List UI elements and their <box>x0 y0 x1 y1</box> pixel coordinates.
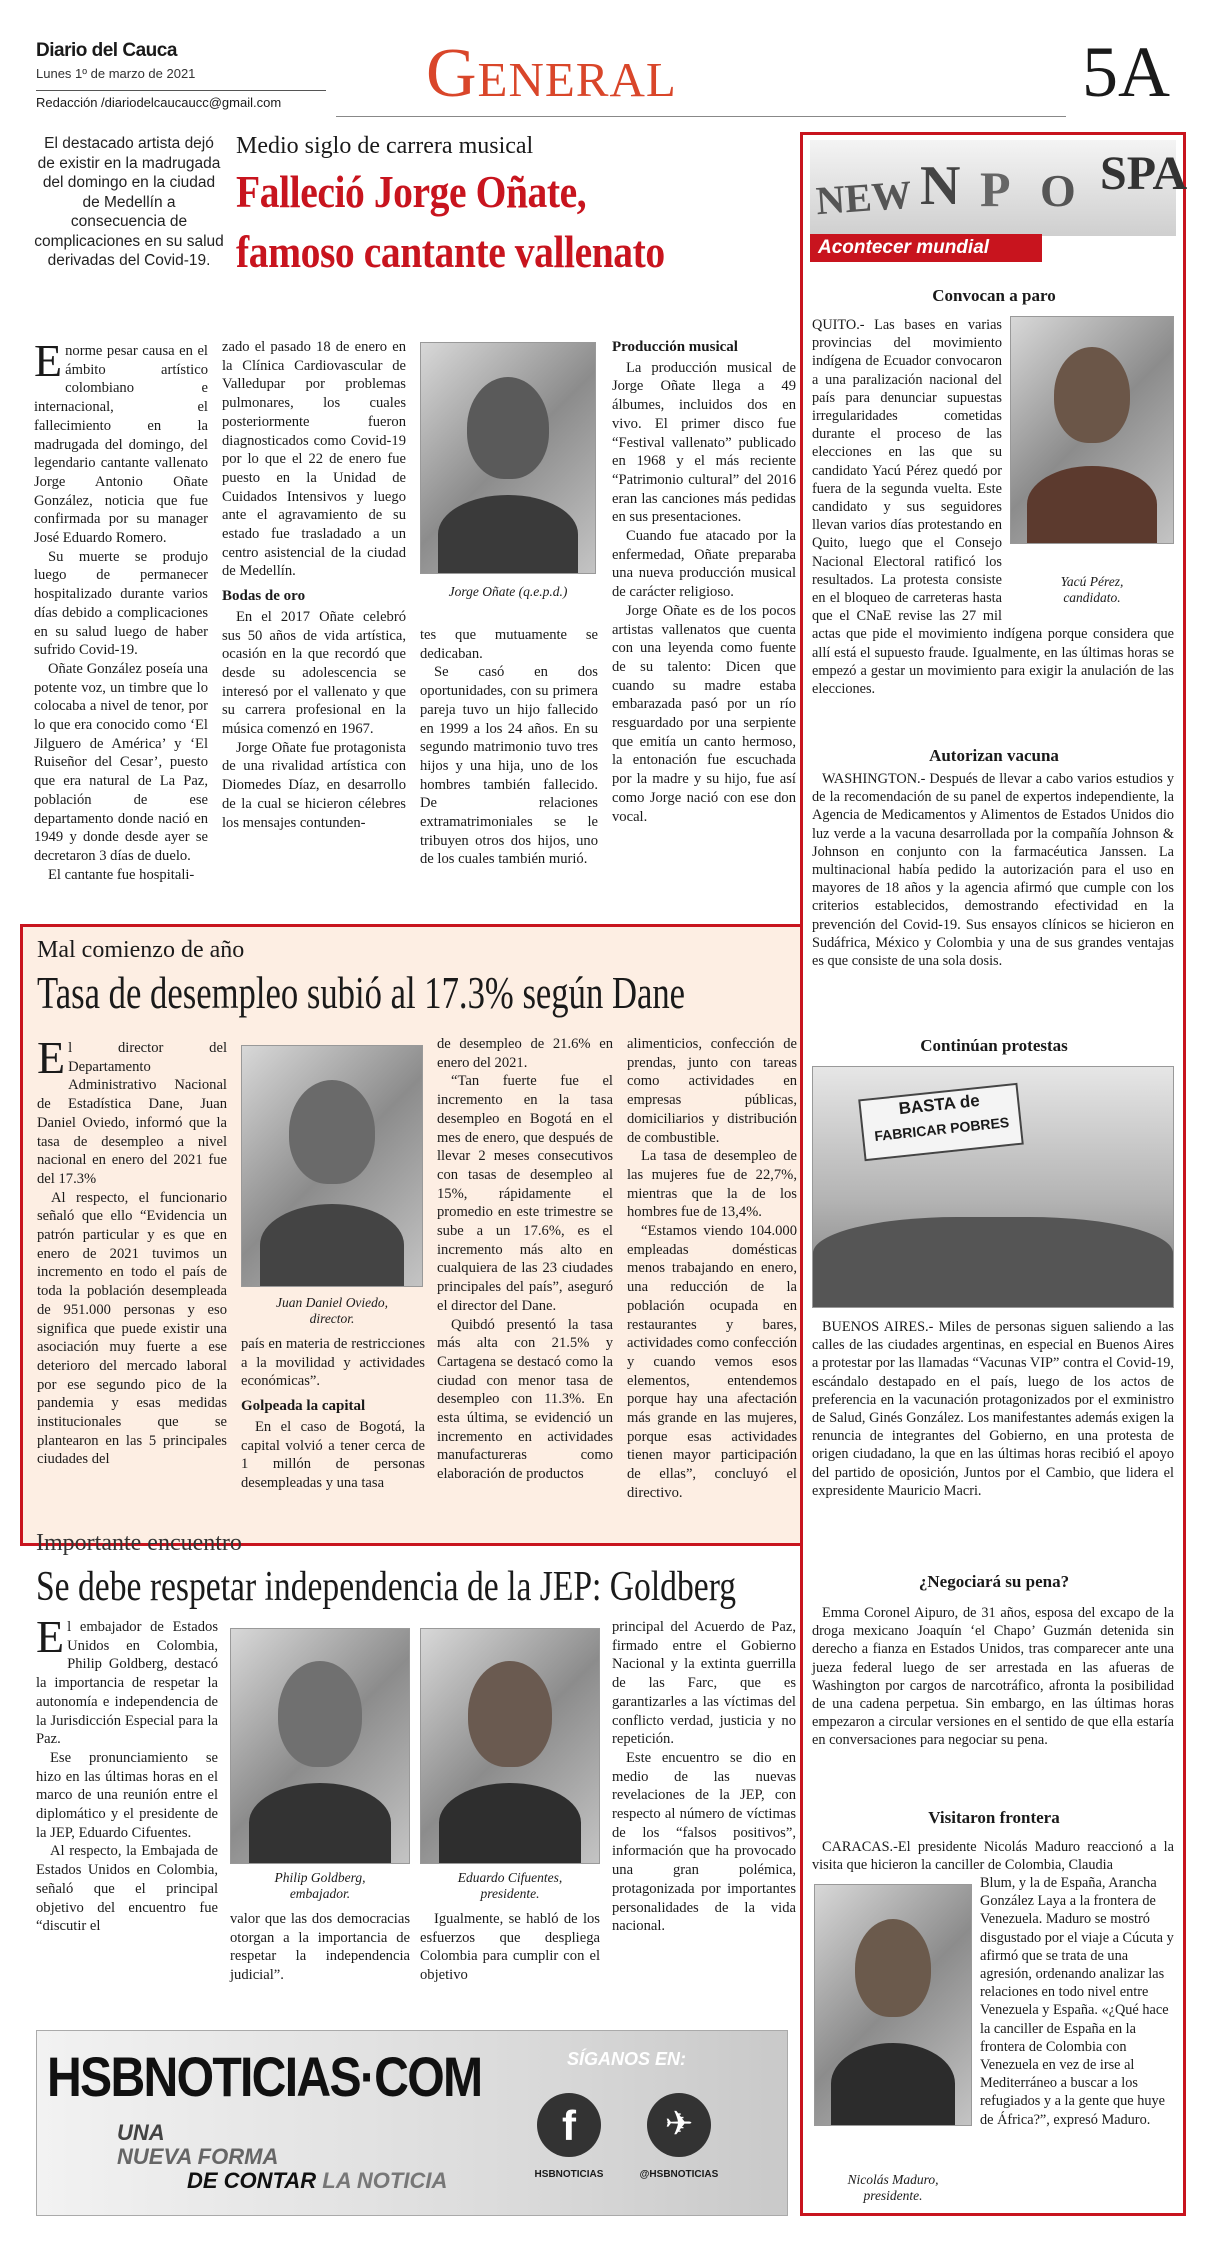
caption-name: Juan Daniel Oviedo, <box>275 1295 389 1310</box>
jep-paragraph: Este encuentro se dio en medio de las nuevas revelaciones de la JEP, con respecto al número de víctimas de los “falsos positivos”, información que ha provocado una gran polémica, protagonizada por importantes personalidades de la vida nacional. <box>612 1749 796 1935</box>
lead-headline <box>236 162 718 282</box>
unemployment-paragraph: La tasa de desempleo de las mujeres fue de 22,7%, mientras que la de los hombres fue de 13,4%. <box>627 1148 797 1221</box>
jep-paragraph: Al respecto, la Embajada de Estados Unidos en Colombia, señaló que el principal objetivo del encuentro fue “discutir el <box>36 1843 218 1935</box>
lead-paragraph: Oñate González poseía una potente voz, un timbre que lo colocaba a nivel de tenor, por lo que era conocido como ‘El Jilguero de América’ y ‘El Ruiseñor del Cesar’, puesto que era natural de La Paz, población de ese departamento donde nació en 1949 y donde desde ayer se decretaron 3 días de duelo. <box>34 660 208 864</box>
lead-subhead-bodas: Bodas de oro <box>222 588 306 605</box>
ad-handle-tw: @HSBNOTICIAS <box>639 2169 719 2180</box>
sidebar-item-body: Blum, y la de España, Arancha González Laya a la frontera de Venezuela. Maduro se mostró disgustado por el viaje a Cúcuta y afirmó que se trata de una agresión, ordenando analizar las relaciones en todo nivel entre Venezuela y España. «¿Qué hace la canciller de España en la frontera de Colombia con Venezuela en vez de irse al Mediterráneo a buscar a los refugiados y a la gente que huye de África?”, expresó Maduro. <box>980 1875 1174 2128</box>
unemployment-headline: Tasa de desempleo subió al 17.3% según Dane <box>37 968 686 1018</box>
sidebar-item-title: Visitaron frontera <box>928 1808 1060 1827</box>
page-number: 5A <box>1082 32 1170 112</box>
unemployment-column-3 <box>437 1035 613 1484</box>
sidebar-paragraph: QUITO.- Las bases en varias provincias del movimiento indígena de Ecuador convocaron a una paralización nacional del país para denunciar supuestas irregularidades cometidas durante el proceso de las elecciones en las que su candidato Yacú Pérez quedó por fuera de la segunda vuelta. Este candidato y sus seguidores llevan varios días protestando en Quito, luego que el Consejo Nacional Electoral ratificó los resultados. La protesta consiste en el bloqueo de carreteras hasta que el CNaE revise las 27 mil actas que pide el movimiento indígena porque considera que allí está el supuesto fraude. Igualmente, en las últimas horas se empezó a gestar un movimiento para exigir la anulación de las elecciones. <box>812 317 1174 698</box>
unemployment-paragraph: “Tan fuerte fue el incremento en la tasa desempleo en Bogotá en el mes de enero, que después de llevar 2 meses consecutivos con tasas de desempleo al 15%, rápidamente el promedio en este trimestre se sube a un 17.6%, es el incremento más alto en cualquiera de las 23 ciudades principales del país”, aseguró el director del Dane. <box>437 1073 613 1314</box>
sidebar-item-body <box>812 316 1174 698</box>
caption-role: director. <box>309 1311 355 1326</box>
unemployment-paragraph: Al respecto, el funcionario señaló que ello “Evidencia un patrón particular y es que en enero de 2021 tuvimos un incremento en todo el país de toda la población desempleada de 951.000 personas y eso significa que puede existir una asociación muy fuerte a ese deterioro del mercado laboral por ese segundo pico de la pandemia y esas medidas institucionales que se plantearon en las 5 principales ciudades del <box>37 1189 227 1468</box>
facebook-icon[interactable]: f <box>537 2093 601 2157</box>
onate-photo <box>420 342 596 574</box>
crowd-shape <box>813 1217 1173 1307</box>
hsb-ad-banner[interactable] <box>36 2030 788 2216</box>
ad-tagline-4: LA NOTICIA <box>322 2168 448 2193</box>
caption-name: Eduardo Cifuentes, <box>457 1870 563 1885</box>
ad-follow-label: SÍGANOS EN: <box>567 2049 687 2069</box>
unemployment-paragraph: país en materia de restricciones a la movilidad y actividades económicas”. <box>241 1336 425 1390</box>
caption-role: presidente. <box>863 2188 923 2203</box>
oviedo-photo-caption <box>241 1295 423 1327</box>
unemployment-column-4 <box>627 1035 797 1503</box>
sidebar-item-title: ¿Negociará su pena? <box>918 1572 1070 1591</box>
sidebar-item-title: Convocan a paro <box>932 286 1056 305</box>
lead-headline-line1: Falleció Jorge Oñate, <box>236 166 587 217</box>
unemployment-paragraph: El director del Departamento Administrativo Nacional de Estadística Dane, Juan Daniel Oviedo, informó que la tasa de desempleo a nivel nacional en enero del 2021 fue del 17.3% <box>37 1032 227 1187</box>
jep-column-2 <box>230 1910 410 1985</box>
portrait-shoulders <box>260 1204 404 1286</box>
jep-kicker: Importante encuentro <box>36 1530 242 1556</box>
oviedo-photo <box>241 1045 423 1287</box>
unemployment-column-1 <box>37 1032 227 1469</box>
goldberg-photo <box>230 1628 410 1864</box>
ad-handle-fb: HSBNOTICIAS <box>534 2169 604 2180</box>
lead-summary: El destacado artista dejó de existir en la madrugada del domingo en la ciudad de Medellín a consecuencia de complicaciones en su salud derivadas del Covid-19. <box>34 135 224 269</box>
caption-name: Philip Goldberg, <box>274 1870 366 1885</box>
sign-line-1: BASTA de <box>897 1090 981 1119</box>
section-title: General <box>426 35 677 112</box>
lead-paragraph: En el 2017 Oñate celebró sus 50 años de vida artística, ocasión en la que recordó que desde su adolescencia se interesó por el vallenato y que su carrera profesional en la música comenzó en 1967. <box>222 608 406 738</box>
masthead <box>36 32 1186 128</box>
portrait-head <box>855 1919 931 2017</box>
lead-paragraph: zado el pasado 18 de enero en la Clínica Cardiovascular de Valledupar por problemas pulmonares, los cuales posteriormente fueron diagnosticados como Covid-19 por lo que el 22 de enero fue puesto en la Unidad de Cuidados Intensivos y luego ante el agravamiento de su estado fue trasladado a un centro asistencial de la ciudad de Medellín. <box>222 339 406 580</box>
unemployment-paragraph: alimenticios, confección de prendas, junto con tareas como actividades en empresas públicas, domiciliarios y distribución de combustible. <box>627 1036 797 1146</box>
jep-column-1 <box>36 1611 218 1936</box>
lead-paragraph: La producción musical de Jorge Oñate llega a 49 álbumes, incluidos dos en vivo. El primer disco fue “Festival vallenato” publicado en 1968 y el más reciente “Patrimonio cultural” del 2016 eran las canciones más pedidas en sus presentaciones. <box>612 359 796 526</box>
twitter-icon[interactable]: ✈ <box>647 2093 711 2157</box>
portrait-head <box>468 1661 552 1767</box>
caption-role: candidato. <box>1063 590 1121 605</box>
lead-paragraph: Su muerte se produjo luego de permanecer hospitalizado durante varios días debido a complicaciones en su salud luego de haber sufrido Covid-19. <box>34 548 208 659</box>
sidebar-item-title: Autorizan vacuna <box>929 746 1059 765</box>
lead-paragraph: Cuando fue atacado por la enfermedad, Oñate preparaba una nueva producción musical de carácter religioso. <box>612 528 796 601</box>
unemployment-kicker: Mal comienzo de año <box>37 937 245 963</box>
portrait-shoulders <box>438 495 577 573</box>
jep-paragraph: Igualmente, se habló de los esfuerzos que despliega Colombia para cumplir con el objetivo <box>420 1911 600 1984</box>
banner-word: N <box>920 155 961 217</box>
lead-paragraph: Jorge Oñate es de los pocos artistas vallenatos que cuenta con una leyenda como fuente de su talento: Dicen que cuando su madre estaba embarazada pasó por un río resguardado por una serpiente que emitía un canto hermoso, la entonación fue escuchada por la madre y su hijo, fue así como Jorge nació con ese don vocal. <box>612 602 796 825</box>
lead-paragraph: Se casó en dos oportunidades, con su primera pareja tuvo un hijo fallecido en 1999 a los 24 años. En su segundo matrimonio tuvo tres hijos y una hija, uno de los hombres también fallecido. De relaciones extramatrimoniales se le tribuyen otros dos hijos, uno de los cuales también murió. <box>420 664 598 868</box>
lead-column-1 <box>34 335 208 884</box>
maduro-photo <box>814 1884 972 2126</box>
unemployment-paragraph: de desempleo de 21.6% en enero del 2021. <box>437 1036 613 1071</box>
lead-column-2 <box>222 338 406 832</box>
lead-paragraph: Enorme pesar causa en el ámbito artístico colombiano e internacional, el fallecimiento en la madrugada del domingo, del legendario cantante vallenato Jorge Antonio Oñate González, noticia que fue confirmada por su manager José Eduardo Romero. <box>34 335 208 547</box>
portrait-shoulders <box>831 2043 956 2125</box>
ad-brand: HSBNOTICIAS·COM <box>47 2045 482 2108</box>
ad-tagline-1: UNA <box>117 2120 165 2145</box>
ad-tagline-2: NUEVA FORMA <box>117 2144 279 2169</box>
sign-line-2: FABRICAR POBRES <box>873 1113 1010 1144</box>
unemployment-subhead-capital: Golpeada la capital <box>241 1398 366 1415</box>
jep-paragraph: valor que las dos democracias otorgan a la importancia de respetar la independencia judicial”. <box>230 1911 410 1984</box>
lead-kicker: Medio siglo de carrera musical <box>236 133 534 159</box>
goldberg-photo-caption <box>230 1870 410 1902</box>
portrait-head <box>278 1661 362 1767</box>
lead-headline-line2: famoso cantante vallenato <box>236 226 665 277</box>
contact-line: Redacción /diariodelcaucaucc@gmail.com <box>36 90 326 110</box>
unemployment-paragraph: “Estamos viendo 104.000 empleadas domésticas menos trabajando en enero, una reducción de la población ocupada en restaurantes y bares, actividades como confección y cuando vemos esos elementos, entendemos porque hay una afectación más grande en las mujeres, porque esas actividades tienen mayor participación de ellas”, concluyó el directivo. <box>627 1223 797 1501</box>
protest-sign <box>858 1083 1024 1161</box>
maduro-photo-caption <box>814 2172 972 2204</box>
banner-word: P <box>980 161 1011 217</box>
banner-word: O <box>1040 165 1076 216</box>
unemployment-paragraph: Quibdó presentó la tasa más alta con 21.5% y Cartagena se destacó como la ciudad con menor tasa de desempleo con 11.3%. En esta última, se evidenció un incremento en actividades manufactureras como elaboración de productos <box>437 1316 613 1483</box>
sidebar-item-body: WASHINGTON.- Después de llevar a cabo varios estudios y de la recomendación de su panel de expertos independiente, la Agencia de Medicamentos y Alimentos de Estados Unidos dio luz verde a la vacuna desarrollada por la compañía Johnson & Johnson en conjunto con la farmacéutica Janssen. La multinacional había pedido la autorización para el uso en mayores de 18 años y la agencia afirmó que cumple con los criterios establecidos, demostrando efectividad en la prevención del Covid-19. Sus ensayos clínicos se hicieron en Sudáfrica, México y Colombia y una de sus grandes ventajas es que consiste de una sola dosis. <box>812 771 1174 970</box>
unemployment-column-2 <box>241 1335 425 1493</box>
jep-column-3 <box>420 1910 600 1985</box>
onate-photo-caption: Jorge Oñate (q.e.p.d.) <box>448 584 568 599</box>
lead-column-3 <box>420 626 598 869</box>
cifuentes-photo-caption <box>420 1870 600 1902</box>
ad-tagline-row <box>117 2169 447 2193</box>
paper-name: Diario del Cauca <box>36 40 177 61</box>
jep-paragraph: El embajador de Estados Unidos en Colombia, Philip Goldberg, destacó la importancia de respetar la autonomía e independencia de la Jurisdicción Especial para la Paz. <box>36 1611 218 1748</box>
protest-photo <box>812 1066 1174 1308</box>
portrait-head <box>289 1080 375 1184</box>
sidebar-item-body: BUENOS AIRES.- Miles de personas siguen saliendo a las calles de las ciudades argentinas, en especial en Buenos Aires a protestar por las llamadas “Vacunas VIP” contra el Covid-19, escándalo destapado en el país, luego de los actos de preferencia en la vacunación protagonizados por el exministro de Salud, Ginés González. Los manifestantes además exigen la renuncia de integrantes del Gobierno, en una protesta de origen ciudadano, la que en las últimas horas recibió el apoyo del partido de oposición, Juntos por el Cambio, que lidera el expresidente Mauricio Macri. <box>812 1319 1174 1499</box>
sidebar-item-body: Emma Coronel Aipuro, de 31 años, esposa del excapo de la droga mexicano Joaquín ‘el Chapo’ Guzmán detenida sin derecho a fianza en Estados Unidos, tras comparecer ante una jueza federal luego de ser arrestada en las afueras de Washington por cargos de narcotráfico, afronta la posibilidad de una cadena perpetua. Sin embargo, en las últimas horas empezaron a circular versiones en el sentido de que ella estaría en conversaciones para negociar su pena. <box>812 1605 1174 1749</box>
caption-name: Nicolás Maduro, <box>847 2172 939 2187</box>
jep-headline: Se debe respetar independencia de la JEP: Goldberg <box>36 1564 737 1610</box>
jep-paragraph: Ese pronunciamiento se hizo en las últimas horas en el marco de una reunión entre el diplomático y el presidente de la JEP, Eduardo Cifuentes. <box>36 1749 218 1841</box>
edition-date: Lunes 1º de marzo de 2021 <box>36 66 196 81</box>
lead-paragraph: Jorge Oñate fue protagonista de una rivalidad artística con Diomedes Díaz, en desarrollo de la cual se hicieron célebres los mensajes contunden- <box>222 739 406 831</box>
lead-column-4 <box>612 338 796 826</box>
masthead-rule <box>336 116 1066 117</box>
float-spacer <box>1002 316 1174 610</box>
caption-name: Yacú Pérez, <box>1060 574 1124 589</box>
sidebar-section-label: Acontecer mundial <box>810 234 1042 262</box>
lead-paragraph: El cantante fue hospitali- <box>48 866 195 883</box>
sidebar-item-title: Continúan protestas <box>920 1036 1068 1055</box>
portrait-shoulders <box>249 1783 391 1863</box>
sidebar-banner-image <box>810 140 1188 236</box>
lead-paragraph: tes que mutuamente se dedicaban. <box>420 627 598 662</box>
portrait-head <box>467 377 549 479</box>
ad-tagline <box>117 2121 447 2193</box>
jep-column-4 <box>612 1618 796 1936</box>
unemployment-box <box>20 924 806 1546</box>
cifuentes-photo <box>420 1628 600 1864</box>
ad-tagline-3: DE CONTAR <box>187 2168 317 2193</box>
sidebar-item-body: CARACAS.-El presidente Nicolás Maduro reaccionó a la visita que hicieron la canciller de Colombia, Claudia <box>812 1839 1174 1874</box>
jep-paragraph: principal del Acuerdo de Paz, firmado entre el Gobierno Nacional y la extinta guerrilla de las Farc, que es garantizarles a las víctimas del conflicto verdad, justicia y no repetición. <box>612 1619 796 1748</box>
caption-role: presidente. <box>480 1886 540 1901</box>
lead-subhead-produccion: Producción musical <box>612 339 738 355</box>
unemployment-paragraph: En el caso de Bogotá, la capital volvió a tener cerca de 1 millón de personas desempleadas y una tasa <box>241 1418 425 1491</box>
banner-word: SPA <box>1100 147 1188 200</box>
banner-word: NEW <box>814 171 914 224</box>
caption-role: embajador. <box>289 1886 351 1901</box>
portrait-shoulders <box>439 1783 581 1863</box>
